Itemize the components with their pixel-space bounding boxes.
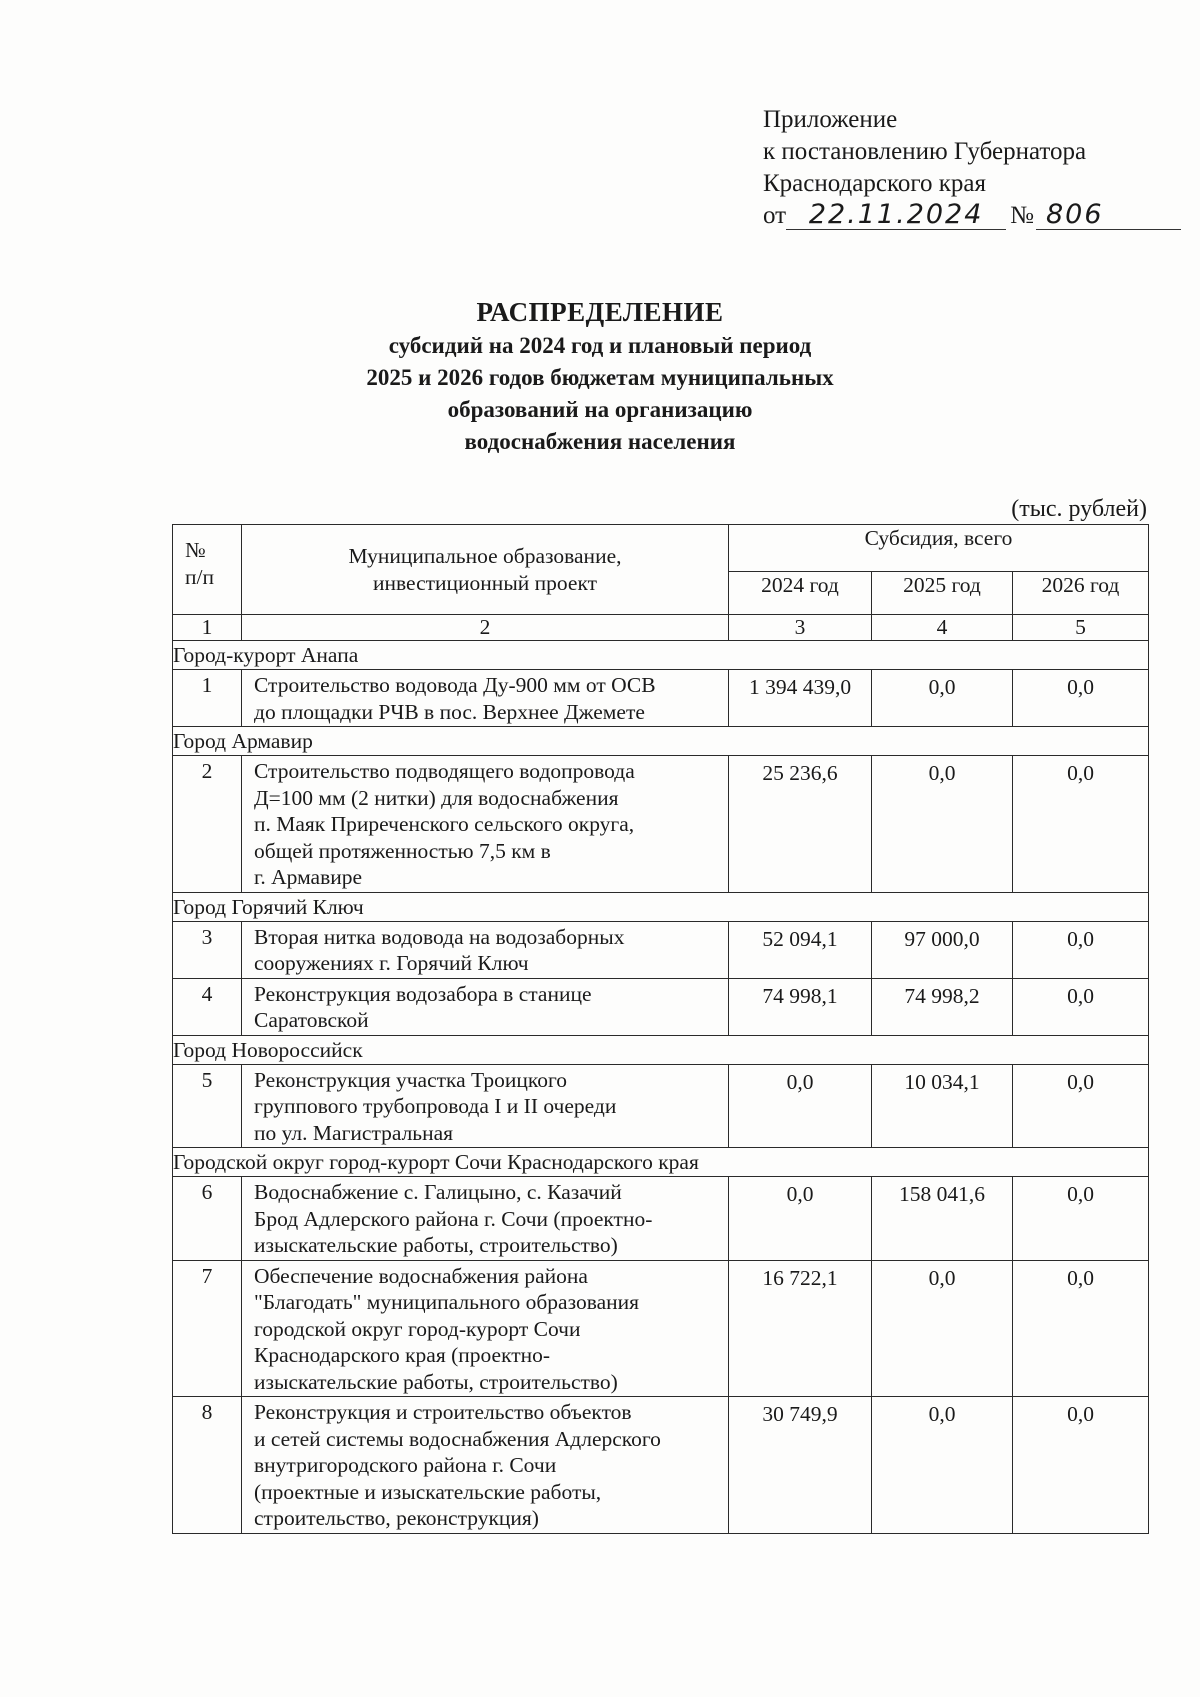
subsidy-2024: 0,0 [729,1177,872,1261]
project-name-line: "Благодать" муниципального образования [254,1290,640,1314]
project-name-line: общей протяженностью 7,5 км в [254,838,551,863]
units-label: (тыс. рублей) [1011,496,1147,522]
project-name-line: Краснодарского края (проектно- [254,1343,551,1367]
subsidy-2025: 10 034,1 [872,1064,1013,1148]
subsidy-2026: 0,0 [1013,1397,1149,1534]
subsidy-2025: 0,0 [872,1260,1013,1397]
project-name-line: Саратовской [254,1008,369,1032]
header-number-line-2: п/п [185,564,214,589]
subsidy-2025: 0,0 [872,1397,1013,1534]
project-name [242,921,729,978]
appendix-block [763,104,1181,232]
group-row [173,892,1149,921]
subsidy-2024: 30 749,9 [729,1397,872,1534]
row-number: 5 [173,1064,242,1148]
appendix-line-3: Краснодарского края [763,170,986,197]
title-line-1: субсидий на 2024 год и плановый период [388,333,812,358]
table-row [173,978,1149,1035]
project-name-line: (проектные и изыскательские работы, [254,1479,602,1504]
subsidy-2026: 0,0 [1013,1177,1149,1261]
appendix-date-line [763,200,1181,232]
row-number: 4 [173,978,242,1035]
project-name-line: Вторая нитка водовода на водозаборных [254,924,625,949]
appendix-line-1: Приложение [763,106,898,133]
project-name-line: внутригородского района г. Сочи [254,1453,557,1477]
column-number: 5 [1013,615,1149,641]
document-title [300,294,900,458]
row-number: 3 [173,921,242,978]
group-row [173,1148,1149,1177]
table-row [173,670,1149,727]
subsidy-table [172,524,1149,1534]
project-name-line: Строительство водовода Ду-900 мм от ОСВ [254,673,656,697]
table-row [173,756,1149,893]
project-name-line: Реконструкция участка Троицкого [254,1067,568,1092]
table-row [173,921,1149,978]
number-label: № [1010,202,1034,229]
subsidy-2024: 0,0 [729,1064,872,1148]
project-name-line: Реконструкция водозабора в станице [254,981,592,1006]
column-number: 4 [872,615,1013,641]
group-row [173,641,1149,670]
row-number: 1 [173,670,242,727]
subsidy-2026: 0,0 [1013,756,1149,893]
project-name-line: по ул. Магистральная [254,1120,454,1145]
subsidy-2025: 97 000,0 [872,921,1013,978]
project-name-line: Строительство подводящего водопровода [254,759,635,783]
title-main: РАСПРЕДЕЛЕНИЕ [476,297,724,327]
title-line-4: водоснабжения населения [464,429,736,454]
header-year-2025: 2025 год [872,572,1013,615]
project-name-line: Водоснабжение с. Галицыно, с. Казачий [254,1180,622,1204]
row-number: 7 [173,1260,242,1397]
from-label: от [763,202,787,229]
subsidy-2024: 74 998,1 [729,978,872,1035]
subsidy-2026: 0,0 [1013,1064,1149,1148]
subsidy-2024: 16 722,1 [729,1260,872,1397]
column-numbers-row [173,615,1149,641]
subsidy-2025: 0,0 [872,756,1013,893]
row-number: 6 [173,1177,242,1261]
municipality-name: Город Горячий Ключ [173,892,1149,921]
column-number: 3 [729,615,872,641]
header-number-line-1: № [185,538,206,562]
appendix-line-2: к постановлению Губернатора [763,138,1087,165]
subsidy-2026: 0,0 [1013,978,1149,1035]
table-row [173,1177,1149,1261]
project-name-line: группового трубопровода I и II очереди [254,1094,617,1118]
subsidy-2025: 74 998,2 [872,978,1013,1035]
group-row [173,727,1149,756]
project-name [242,978,729,1035]
project-name-line: изыскательские работы, строительство) [254,1233,618,1257]
subsidy-2024: 1 394 439,0 [729,670,872,727]
municipality-name: Городской округ город-курорт Сочи Краснодарского края [173,1148,1149,1177]
project-name [242,1064,729,1148]
handwritten-number: 806 [1036,201,1181,230]
municipality-name: Город Армавир [173,727,1149,756]
project-name-line: Брод Адлерского района г. Сочи (проектно- [254,1206,653,1231]
subsidy-2024: 52 094,1 [729,921,872,978]
group-row [173,1035,1149,1064]
header-subsidy-total: Субсидия, всего [729,525,1149,572]
table-row [173,1064,1149,1148]
subsidy-2026: 0,0 [1013,921,1149,978]
column-number: 2 [242,615,729,641]
project-name-line: городской округ город-курорт Сочи [254,1316,581,1341]
project-name-line: до площадки РЧВ в пос. Верхнее Джемете [254,699,645,724]
subsidy-2024: 25 236,6 [729,756,872,893]
project-name [242,1177,729,1261]
project-name-line: г. Армавире [254,865,363,889]
project-name-line: п. Маяк Приреченского сельского округа, [254,812,635,836]
project-name-line: Д=100 мм (2 нитки) для водоснабжения [254,785,619,810]
project-name-line: Реконструкция и строительство объектов [254,1400,632,1424]
header-year-2024: 2024 год [729,572,872,615]
project-name [242,670,729,727]
header-municipality-line-2: инвестиционный проект [372,570,598,595]
subsidy-2026: 0,0 [1013,1260,1149,1397]
project-name-line: изыскательские работы, строительство) [254,1369,618,1394]
project-name-line: Обеспечение водоснабжения района [254,1263,588,1288]
subsidy-2025: 158 041,6 [872,1177,1013,1261]
handwritten-date: 22.11.2024 [786,201,1006,230]
project-name-line: сооружениях г. Горячий Ключ [254,951,529,975]
header-number [173,525,242,615]
project-name [242,756,729,893]
header-year-2026: 2026 год [1013,572,1149,615]
row-number: 8 [173,1397,242,1534]
table-row [173,1260,1149,1397]
title-line-3: образований на организацию [447,397,753,422]
project-name [242,1397,729,1534]
municipality-name: Город-курорт Анапа [173,641,1149,670]
row-number: 2 [173,756,242,893]
subsidy-2026: 0,0 [1013,670,1149,727]
project-name-line: строительство, реконструкция) [254,1506,539,1530]
column-number: 1 [173,615,242,641]
header-municipality-line-1: Муниципальное образование, [348,544,622,568]
header-municipality [242,525,729,615]
project-name-line: и сетей системы водоснабжения Адлерского [254,1426,661,1451]
municipality-name: Город Новороссийск [173,1035,1149,1064]
subsidy-2025: 0,0 [872,670,1013,727]
title-line-2: 2025 и 2026 годов бюджетам муниципальных [366,365,834,390]
table-row [173,1397,1149,1534]
project-name [242,1260,729,1397]
